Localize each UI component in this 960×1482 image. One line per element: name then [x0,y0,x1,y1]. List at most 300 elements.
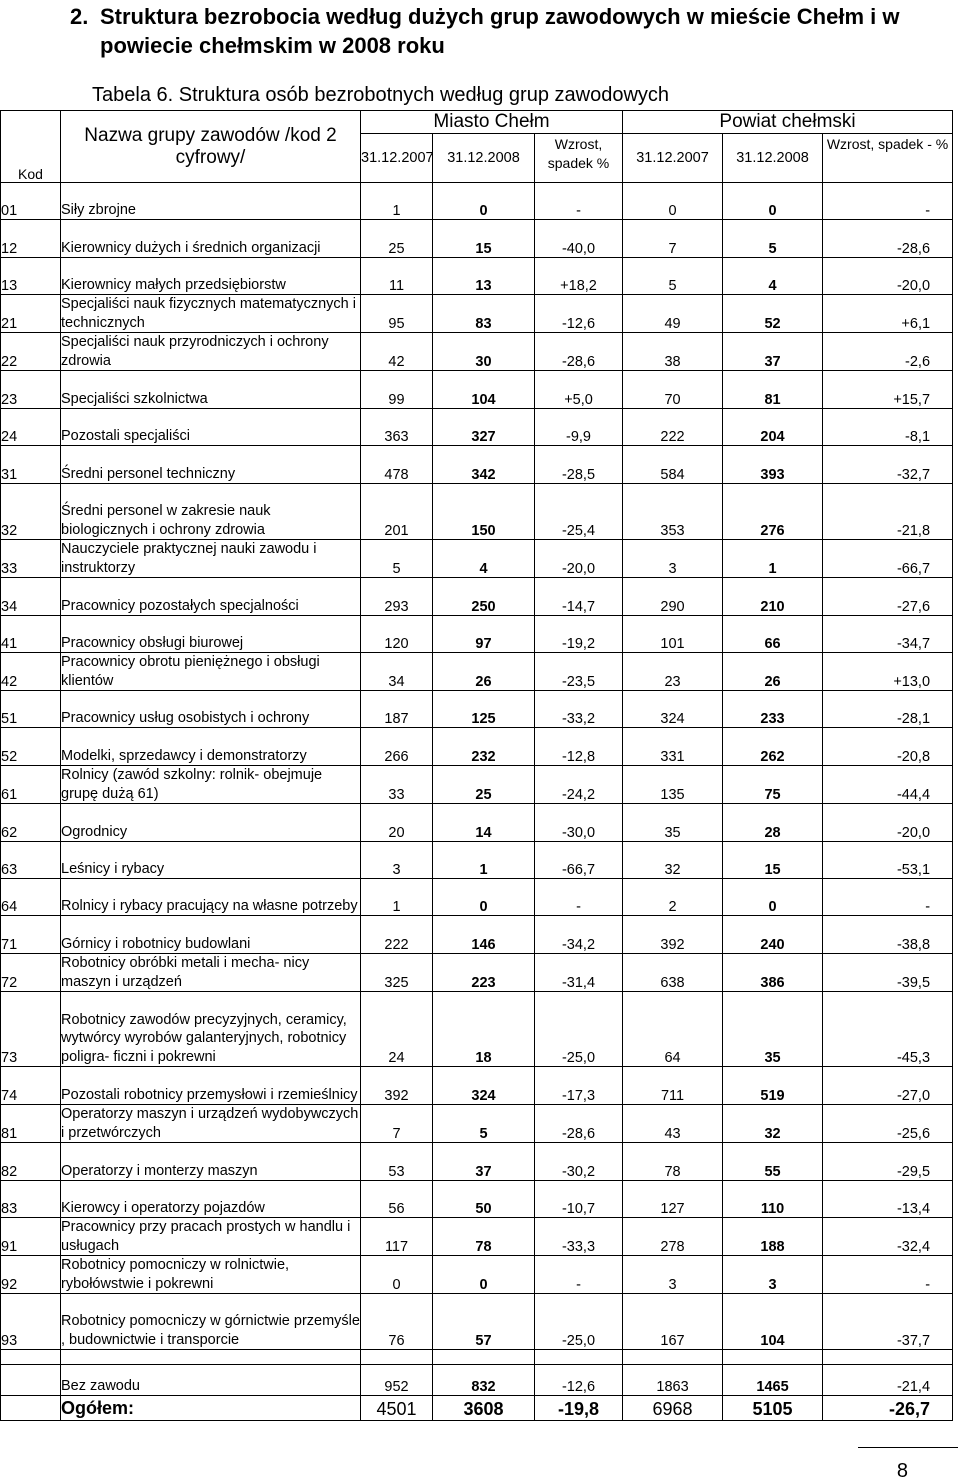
row-powiat-wzrost: -13,4 [823,1181,953,1218]
row-powiat-wzrost: -53,1 [823,842,953,879]
row-name: Modelki, sprzedawcy i demonstratorzy [61,728,361,766]
spacer-cell [723,1350,823,1365]
row-powiat-2008: 4 [723,258,823,295]
row-kod: 93 [1,1294,61,1350]
row-miasto-wzrost: -12,8 [535,728,623,766]
table-row [1,183,953,220]
row-miasto-2008: 0 [433,183,535,220]
row-miasto-2007: 53 [361,1143,433,1181]
row-miasto-wzrost: -34,2 [535,916,623,954]
row-miasto-2007: 187 [361,691,433,728]
row-kod: 92 [1,1256,61,1294]
row-powiat-2007: 392 [623,916,723,954]
row-miasto-2008: 30 [433,333,535,371]
row-kod: 62 [1,804,61,842]
bez-zawodu-row [1,1365,953,1396]
row-miasto-2007: 325 [361,954,433,992]
row-powiat-2008: 52 [723,295,823,333]
row-name: Średni personel w zakresie nauk biologicznych i ochrony zdrowia [61,484,361,540]
row-miasto-2007: 24 [361,992,433,1067]
row-miasto-2007: 42 [361,333,433,371]
row-miasto-2008: 327 [433,409,535,446]
row-powiat-2008: 519 [723,1067,823,1105]
spacer-cell [535,1350,623,1365]
row-powiat-2007: 70 [623,371,723,409]
row-name: Operatorzy i monterzy maszyn [61,1143,361,1181]
row-name: Robotnicy pomocniczy w górnictwie przemyśle , budownictwie i transporcie [61,1294,361,1350]
row-miasto-2007: 7 [361,1105,433,1143]
row-kod: 24 [1,409,61,446]
section-number: 2. [70,4,89,29]
table-row [1,1294,953,1350]
table-row [1,1181,953,1218]
row-name: Robotnicy zawodów precyzyjnych, ceramicy, wytwórcy wyrobów galanteryjnych, robotnicy poligra- ficzni i pokrewni [61,992,361,1067]
row-miasto-2008: 4 [433,540,535,578]
header-powiat: Powiat chełmski [623,111,953,134]
header-nazwa: Nazwa grupy zawodów /kod 2 cyfrowy/ [61,111,361,183]
row-powiat-wzrost: -20,0 [823,804,953,842]
ogolem-powiat-2007: 6968 [623,1396,723,1421]
row-miasto-2008: 14 [433,804,535,842]
row-miasto-2007: 11 [361,258,433,295]
row-powiat-2007: 0 [623,183,723,220]
table-row [1,220,953,258]
row-powiat-2008: 0 [723,183,823,220]
header-miasto: Miasto Chełm [361,111,623,134]
row-miasto-wzrost: - [535,1256,623,1294]
bez-zawodu-miasto-wzrost: -12,6 [535,1365,623,1396]
row-miasto-2007: 20 [361,804,433,842]
row-miasto-wzrost: +18,2 [535,258,623,295]
row-kod: 22 [1,333,61,371]
row-miasto-2008: 104 [433,371,535,409]
row-miasto-2007: 33 [361,766,433,804]
row-powiat-2008: 0 [723,879,823,916]
row-miasto-wzrost: -23,5 [535,653,623,691]
row-miasto-wzrost: -40,0 [535,220,623,258]
row-kod: 12 [1,220,61,258]
row-powiat-2007: 101 [623,616,723,653]
row-miasto-wzrost: -25,4 [535,484,623,540]
row-miasto-2007: 34 [361,653,433,691]
row-miasto-2007: 120 [361,616,433,653]
spacer-cell [1,1350,61,1365]
row-powiat-2007: 127 [623,1181,723,1218]
row-name: Siły zbrojne [61,183,361,220]
row-miasto-wzrost: -24,2 [535,766,623,804]
row-name: Pracownicy usług osobistych i ochrony [61,691,361,728]
row-name: Ogrodnicy [61,804,361,842]
row-powiat-2007: 32 [623,842,723,879]
row-powiat-wzrost: +15,7 [823,371,953,409]
row-name: Kierownicy dużych i średnich organizacji [61,220,361,258]
row-name: Kierowcy i operatorzy pojazdów [61,1181,361,1218]
row-powiat-2007: 38 [623,333,723,371]
row-miasto-2008: 13 [433,258,535,295]
row-name: Pracownicy pozostałych specjalności [61,578,361,616]
row-miasto-2007: 117 [361,1218,433,1256]
row-name: Pracownicy obsługi biurowej [61,616,361,653]
row-name: Specjaliści szkolnictwa [61,371,361,409]
row-powiat-2007: 35 [623,804,723,842]
row-powiat-2007: 167 [623,1294,723,1350]
header-powiat-2008: 31.12.2008 [723,134,823,183]
table-row [1,842,953,879]
row-kod: 81 [1,1105,61,1143]
row-powiat-2008: 35 [723,992,823,1067]
row-kod: 83 [1,1181,61,1218]
row-powiat-wzrost: -34,7 [823,616,953,653]
header-row-groups [1,111,953,134]
header-powiat-wzrost: Wzrost, spadek - % [823,134,953,183]
row-miasto-2007: 95 [361,295,433,333]
row-powiat-wzrost: -32,7 [823,446,953,484]
row-powiat-2008: 75 [723,766,823,804]
row-name: Specjaliści nauk fizycznych matematycznych i technicznych [61,295,361,333]
row-powiat-2008: 81 [723,371,823,409]
row-name: Pozostali robotnicy przemysłowi i rzemieślnicy [61,1067,361,1105]
row-powiat-2008: 233 [723,691,823,728]
row-miasto-2008: 0 [433,879,535,916]
row-kod: 32 [1,484,61,540]
table-row [1,653,953,691]
header-kod: Kod [1,111,61,183]
row-powiat-2008: 262 [723,728,823,766]
row-miasto-wzrost: -19,2 [535,616,623,653]
row-powiat-wzrost: -37,7 [823,1294,953,1350]
row-kod: 31 [1,446,61,484]
table-row [1,879,953,916]
row-powiat-2007: 331 [623,728,723,766]
page-number: 8 [896,1460,908,1482]
table-row [1,295,953,333]
row-miasto-2008: 250 [433,578,535,616]
row-powiat-wzrost: -38,8 [823,916,953,954]
row-miasto-2008: 15 [433,220,535,258]
row-kod: 73 [1,992,61,1067]
row-powiat-wzrost: - [823,183,953,220]
row-powiat-2007: 3 [623,1256,723,1294]
row-powiat-wzrost: -27,6 [823,578,953,616]
row-miasto-wzrost: - [535,879,623,916]
row-powiat-2007: 324 [623,691,723,728]
row-powiat-wzrost: -20,0 [823,258,953,295]
row-powiat-wzrost: -32,4 [823,1218,953,1256]
row-powiat-2008: 28 [723,804,823,842]
row-powiat-2007: 584 [623,446,723,484]
row-powiat-2007: 135 [623,766,723,804]
spacer-cell [823,1350,953,1365]
row-kod: 51 [1,691,61,728]
row-powiat-2007: 638 [623,954,723,992]
row-miasto-2008: 97 [433,616,535,653]
row-name: Operatorzy maszyn i urządzeń wydobywczych i przetwórczych [61,1105,361,1143]
table-row [1,804,953,842]
row-powiat-2008: 37 [723,333,823,371]
table-row [1,916,953,954]
row-name: Średni personel techniczny [61,446,361,484]
row-miasto-wzrost: -25,0 [535,1294,623,1350]
table-caption [92,83,669,107]
row-powiat-2007: 7 [623,220,723,258]
row-name: Specjaliści nauk przyrodniczych i ochrony zdrowia [61,333,361,371]
row-powiat-2007: 3 [623,540,723,578]
row-miasto-2008: 342 [433,446,535,484]
row-miasto-2008: 1 [433,842,535,879]
bez-zawodu-miasto-2008: 832 [433,1365,535,1396]
table-row [1,1067,953,1105]
row-powiat-2007: 23 [623,653,723,691]
row-powiat-2008: 3 [723,1256,823,1294]
table-row [1,1218,953,1256]
row-miasto-2007: 392 [361,1067,433,1105]
row-miasto-2007: 25 [361,220,433,258]
row-name: Pracownicy obrotu pieniężnego i obsługi klientów [61,653,361,691]
row-powiat-2007: 2 [623,879,723,916]
table-row [1,258,953,295]
unemployment-table [0,110,953,1421]
row-powiat-2008: 240 [723,916,823,954]
ogolem-kod [1,1396,61,1421]
row-name: Górnicy i robotnicy budowlani [61,916,361,954]
table-row [1,540,953,578]
row-miasto-2008: 146 [433,916,535,954]
row-name: Pracownicy przy pracach prostych w handlu i usługach [61,1218,361,1256]
table-row [1,616,953,653]
header-miasto-wzrost: Wzrost, spadek % [535,134,623,183]
row-powiat-2008: 188 [723,1218,823,1256]
row-miasto-wzrost: -33,3 [535,1218,623,1256]
ogolem-row [1,1396,953,1421]
table-row [1,446,953,484]
row-miasto-wzrost: -28,6 [535,1105,623,1143]
row-powiat-2007: 711 [623,1067,723,1105]
row-kod: 64 [1,879,61,916]
spacer-cell [61,1350,361,1365]
table-row [1,484,953,540]
row-kod: 91 [1,1218,61,1256]
row-name: Robotnicy pomocniczy w rolnictwie, rybołówstwie i pokrewni [61,1256,361,1294]
spacer-row [1,1350,953,1365]
row-miasto-wzrost: +5,0 [535,371,623,409]
row-miasto-2007: 5 [361,540,433,578]
row-miasto-wzrost: -12,6 [535,295,623,333]
spacer-cell [433,1350,535,1365]
row-miasto-2008: 5 [433,1105,535,1143]
row-kod: 23 [1,371,61,409]
row-miasto-2007: 293 [361,578,433,616]
ogolem-miasto-2008: 3608 [433,1396,535,1421]
row-kod: 33 [1,540,61,578]
row-miasto-wzrost: -10,7 [535,1181,623,1218]
row-powiat-wzrost: -28,1 [823,691,953,728]
ogolem-powiat-wzrost: -26,7 [823,1396,953,1421]
row-powiat-wzrost: +13,0 [823,653,953,691]
table-caption-label: Tabela 6. [92,84,174,106]
row-kod: 61 [1,766,61,804]
table-row [1,1256,953,1294]
table-row [1,333,953,371]
page-number-rule [858,1447,958,1448]
bez-zawodu-miasto-2007: 952 [361,1365,433,1396]
row-miasto-wzrost: -9,9 [535,409,623,446]
header-miasto-2008: 31.12.2008 [433,134,535,183]
table-row [1,766,953,804]
row-powiat-2008: 66 [723,616,823,653]
row-miasto-2007: 56 [361,1181,433,1218]
row-miasto-2008: 78 [433,1218,535,1256]
row-miasto-2008: 26 [433,653,535,691]
header-powiat-2007: 31.12.2007 [623,134,723,183]
row-kod: 01 [1,183,61,220]
row-miasto-2008: 223 [433,954,535,992]
row-powiat-2007: 5 [623,258,723,295]
bez-zawodu-name: Bez zawodu [61,1365,361,1396]
row-miasto-2007: 0 [361,1256,433,1294]
row-miasto-wzrost: -33,2 [535,691,623,728]
row-miasto-wzrost: -14,7 [535,578,623,616]
row-miasto-2007: 201 [361,484,433,540]
row-powiat-wzrost: -39,5 [823,954,953,992]
ogolem-name: Ogółem: [61,1396,361,1421]
row-powiat-wzrost: -21,8 [823,484,953,540]
row-miasto-wzrost: -17,3 [535,1067,623,1105]
row-powiat-2007: 64 [623,992,723,1067]
row-kod: 41 [1,616,61,653]
row-miasto-2007: 3 [361,842,433,879]
row-miasto-2008: 150 [433,484,535,540]
bez-zawodu-powiat-2008: 1465 [723,1365,823,1396]
row-miasto-2008: 125 [433,691,535,728]
ogolem-powiat-2008: 5105 [723,1396,823,1421]
row-miasto-2007: 363 [361,409,433,446]
row-miasto-wzrost: -30,2 [535,1143,623,1181]
row-miasto-wzrost: -28,5 [535,446,623,484]
header-miasto-2007: 31.12.2007 [361,134,433,183]
row-name: Leśnicy i rybacy [61,842,361,879]
row-powiat-2008: 276 [723,484,823,540]
row-kod: 74 [1,1067,61,1105]
row-miasto-2008: 57 [433,1294,535,1350]
table-row [1,578,953,616]
row-powiat-2007: 278 [623,1218,723,1256]
row-miasto-2007: 76 [361,1294,433,1350]
row-powiat-wzrost: -8,1 [823,409,953,446]
row-name: Robotnicy obróbki metali i mecha- nicy maszyn i urządzeń [61,954,361,992]
row-name: Rolnicy (zawód szkolny: rolnik- obejmuje grupę dużą 61) [61,766,361,804]
row-miasto-2008: 324 [433,1067,535,1105]
row-powiat-2008: 26 [723,653,823,691]
bez-zawodu-kod [1,1365,61,1396]
row-name: Rolnicy i rybacy pracujący na własne potrzeby [61,879,361,916]
row-powiat-2008: 204 [723,409,823,446]
row-powiat-2008: 32 [723,1105,823,1143]
row-miasto-wzrost: -20,0 [535,540,623,578]
row-name: Kierownicy małych przedsiębiorstw [61,258,361,295]
row-miasto-wzrost: -30,0 [535,804,623,842]
row-powiat-2008: 1 [723,540,823,578]
table-row [1,1143,953,1181]
row-miasto-wzrost: -28,6 [535,333,623,371]
spacer-cell [623,1350,723,1365]
row-kod: 72 [1,954,61,992]
bez-zawodu-powiat-wzrost: -21,4 [823,1365,953,1396]
row-miasto-wzrost: -66,7 [535,842,623,879]
row-powiat-wzrost: -25,6 [823,1105,953,1143]
row-powiat-2008: 110 [723,1181,823,1218]
row-miasto-2007: 1 [361,879,433,916]
ogolem-miasto-wzrost: -19,8 [535,1396,623,1421]
table-row [1,691,953,728]
row-powiat-wzrost: - [823,879,953,916]
row-powiat-2008: 15 [723,842,823,879]
table-row [1,992,953,1067]
row-powiat-wzrost: +6,1 [823,295,953,333]
row-powiat-2007: 353 [623,484,723,540]
row-powiat-2008: 104 [723,1294,823,1350]
row-kod: 71 [1,916,61,954]
row-powiat-2007: 222 [623,409,723,446]
row-powiat-wzrost: -45,3 [823,992,953,1067]
section-title: Struktura bezrobocia według dużych grup zawodowych w mieście Chełm i w powiecie chełmskim w 2008 roku [100,4,900,58]
row-miasto-2007: 478 [361,446,433,484]
bez-zawodu-powiat-2007: 1863 [623,1365,723,1396]
row-powiat-2008: 55 [723,1143,823,1181]
row-powiat-2007: 43 [623,1105,723,1143]
row-kod: 34 [1,578,61,616]
table-row [1,1105,953,1143]
row-miasto-wzrost: -25,0 [535,992,623,1067]
row-miasto-2008: 232 [433,728,535,766]
row-miasto-2008: 83 [433,295,535,333]
row-kod: 13 [1,258,61,295]
table-row [1,409,953,446]
row-powiat-2007: 49 [623,295,723,333]
row-miasto-wzrost: -31,4 [535,954,623,992]
ogolem-miasto-2007: 4501 [361,1396,433,1421]
spacer-cell [361,1350,433,1365]
row-powiat-2008: 210 [723,578,823,616]
row-powiat-wzrost: -28,6 [823,220,953,258]
row-miasto-2007: 99 [361,371,433,409]
row-powiat-wzrost: -66,7 [823,540,953,578]
row-miasto-2008: 0 [433,1256,535,1294]
row-powiat-2007: 78 [623,1143,723,1181]
row-powiat-wzrost: -29,5 [823,1143,953,1181]
table-row [1,371,953,409]
row-kod: 63 [1,842,61,879]
row-miasto-wzrost: - [535,183,623,220]
row-miasto-2007: 222 [361,916,433,954]
row-powiat-2008: 386 [723,954,823,992]
row-kod: 52 [1,728,61,766]
row-powiat-2007: 290 [623,578,723,616]
row-powiat-wzrost: -44,4 [823,766,953,804]
row-kod: 42 [1,653,61,691]
row-miasto-2008: 50 [433,1181,535,1218]
row-name: Nauczyciele praktycznej nauki zawodu i instruktorzy [61,540,361,578]
row-powiat-2008: 5 [723,220,823,258]
row-kod: 21 [1,295,61,333]
row-kod: 82 [1,1143,61,1181]
table-row [1,728,953,766]
row-name: Pozostali specjaliści [61,409,361,446]
table-row [1,954,953,992]
row-powiat-wzrost: - [823,1256,953,1294]
row-powiat-wzrost: -20,8 [823,728,953,766]
row-miasto-2007: 266 [361,728,433,766]
row-powiat-2008: 393 [723,446,823,484]
